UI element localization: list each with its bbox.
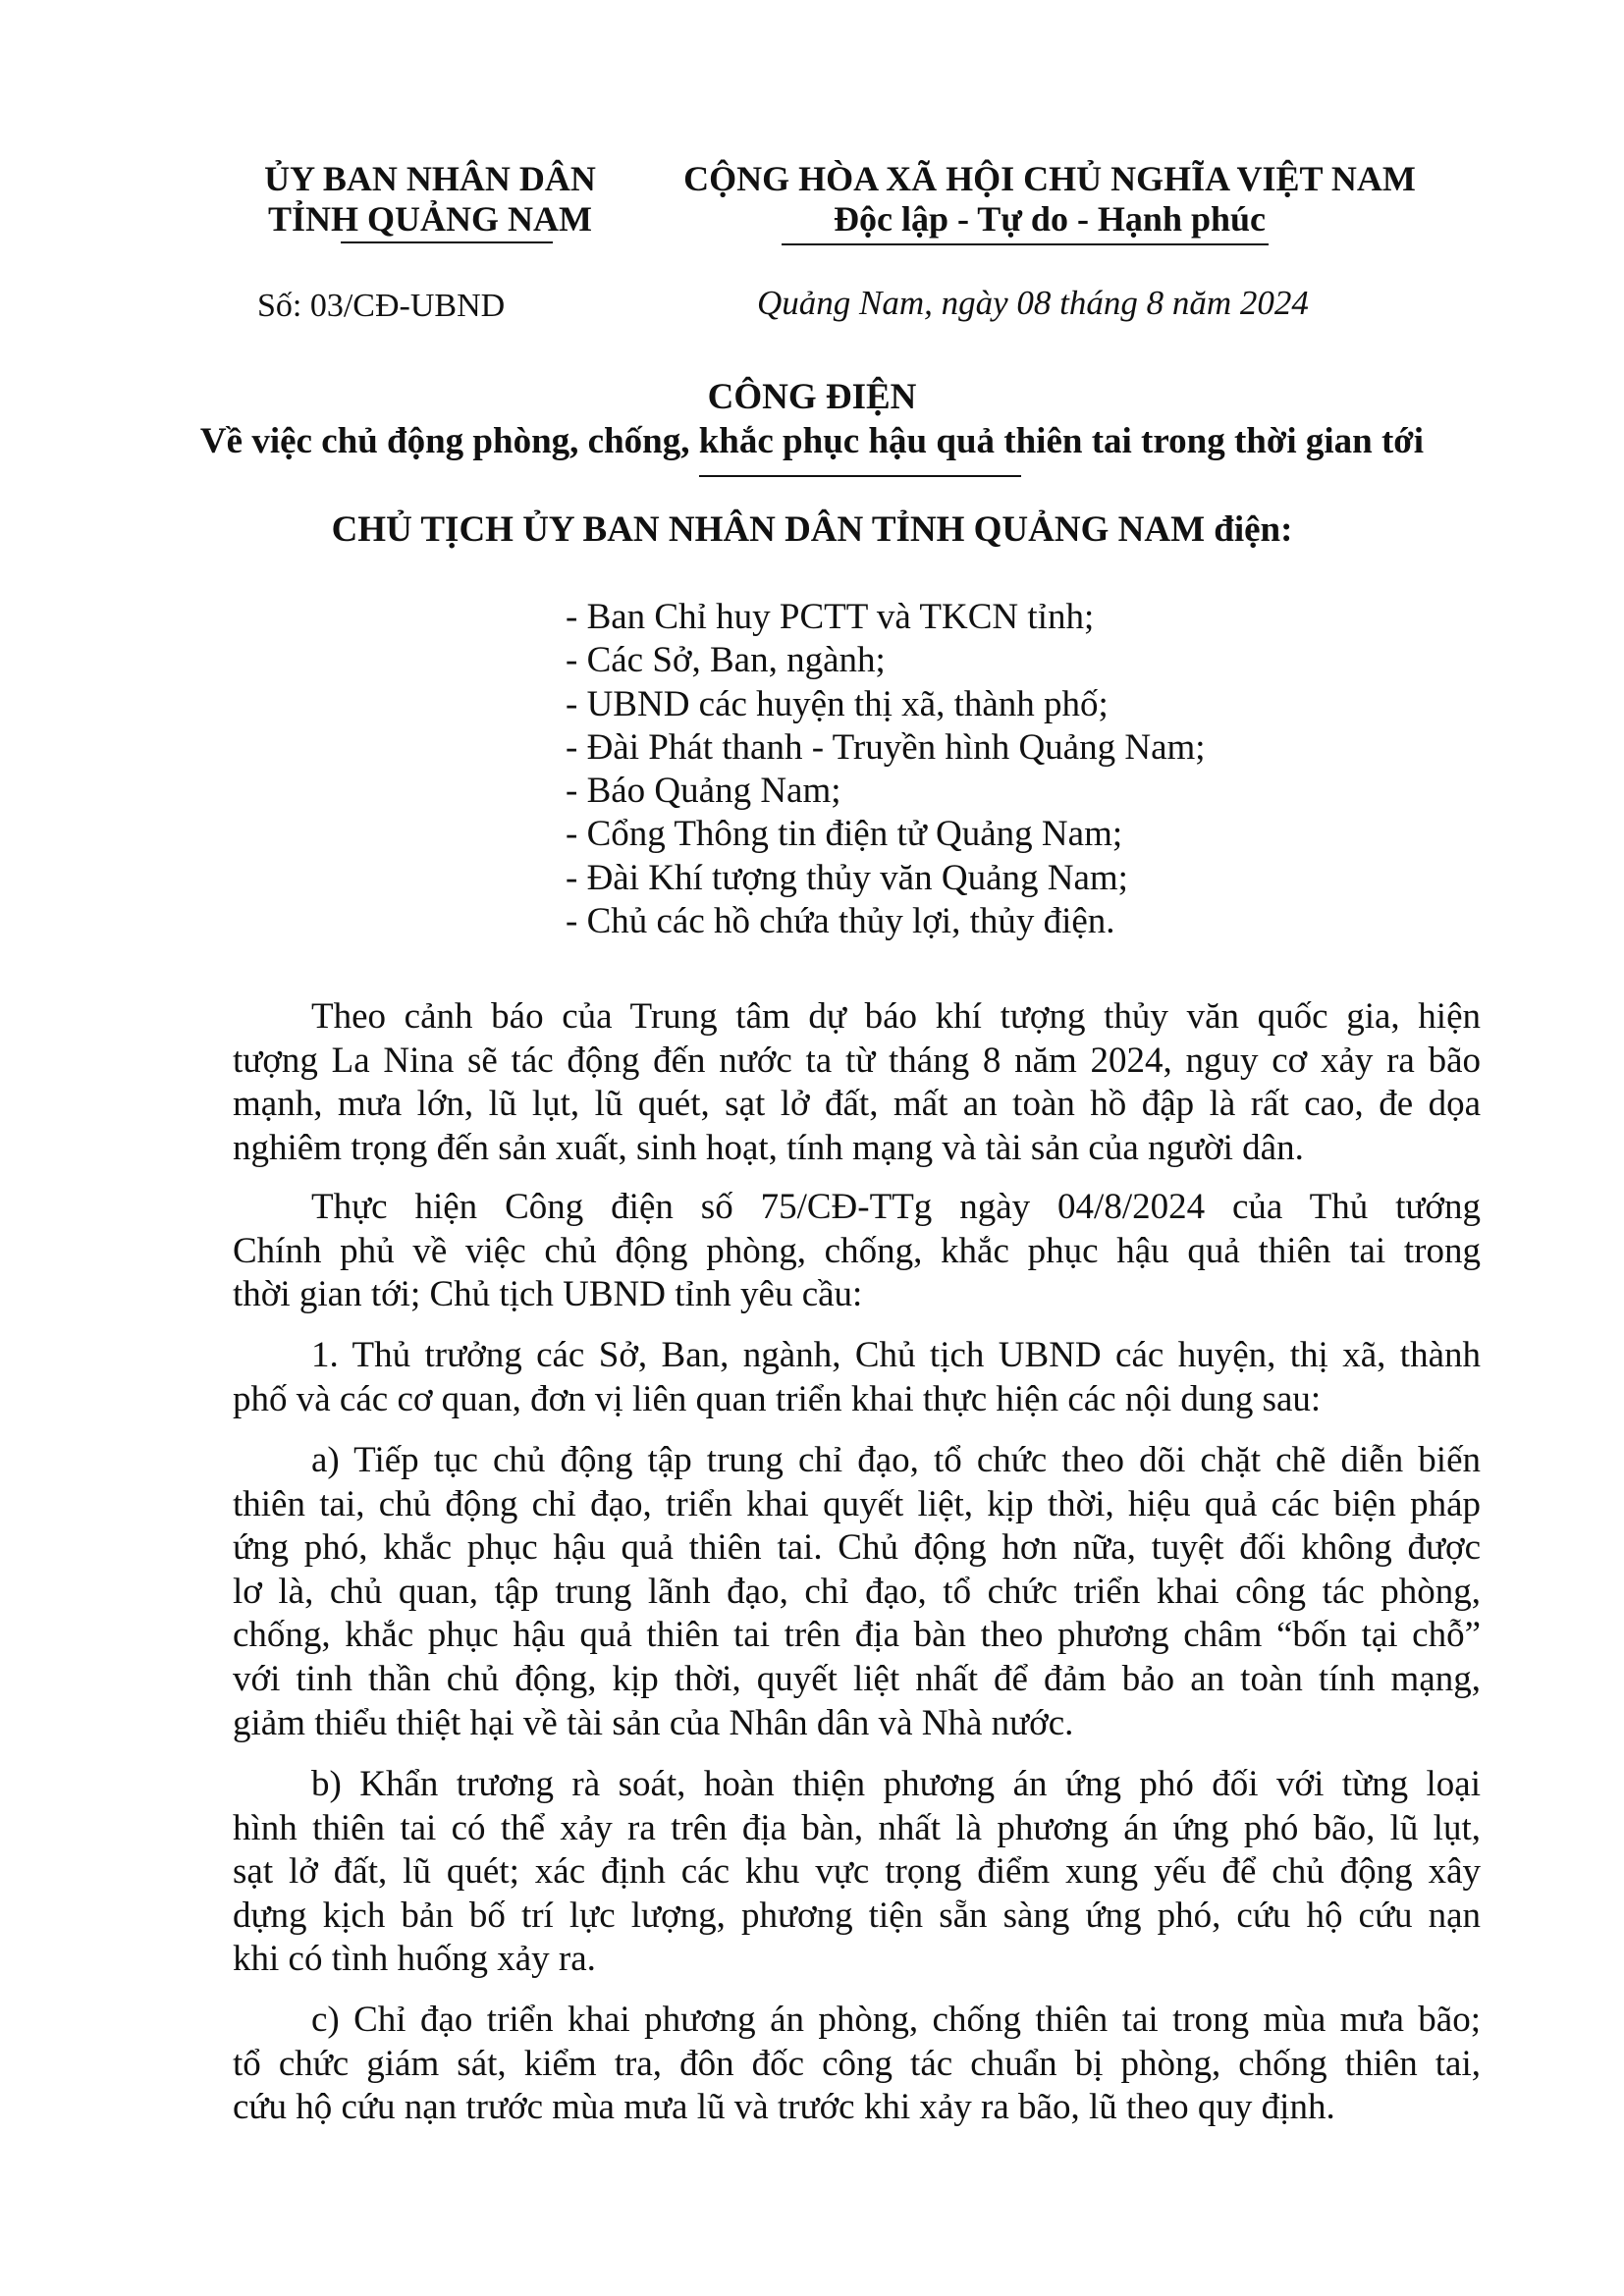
document-type: CÔNG ĐIỆN [707,377,917,417]
text-line: b) Khẩn trương rà soát, hoàn thiện phương án ứng phó đối với từng loại [311,1764,1481,1804]
text-line: phố và các cơ quan, đơn vị liên quan triển khai thực hiện các nội dung sau: [233,1378,1322,1419]
recipient-item: - Ban Chỉ huy PCTT và TKCN tỉnh; [566,597,1095,637]
recipient-item: - UBND các huyện thị xã, thành phố; [566,683,1109,724]
paragraph-item-b [233,1763,1481,1982]
text-line: mạnh, mưa lớn, lũ lụt, lũ quét, sạt lở đất, mất an toàn hồ đập là rất cao, đe dọa [233,1084,1481,1125]
text-line: dựng kịch bản bố trí lực lượng, phương tiện sẵn sàng ứng phó, cứu hộ cứu nạn [233,1895,1481,1936]
text-line: Thực hiện Công điện số 75/CĐ-TTg ngày 04/8/2024 của Thủ tướng [311,1187,1481,1227]
text-line: với tinh thần chủ động, kịp thời, quyết liệt nhất để đảm bảo an toàn tính mạng, [233,1658,1481,1699]
recipient-item: - Chủ các hồ chứa thủy lợi, thủy điện. [566,901,1115,942]
paragraph-item-1 [233,1334,1481,1421]
text-line: cứu hộ cứu nạn trước mùa mưa lũ và trước khi xảy ra bão, lũ theo quy định. [233,2087,1335,2128]
paragraph-forecast [233,995,1481,1170]
text-line: 1. Thủ trưởng các Sở, Ban, ngành, Chủ tịch UBND các huyện, thị xã, thành [311,1335,1481,1375]
agency-underline [341,241,553,243]
text-line: giảm thiểu thiệt hại về tài sản của Nhân dân và Nhà nước. [233,1702,1074,1743]
text-line: lơ là, chủ quan, tập trung lãnh đạo, chỉ đạo, tổ chức triển khai công tác phòng, [233,1571,1481,1612]
text-line: a) Tiếp tục chủ động tập trung chỉ đạo, tổ chức theo dõi chặt chẽ diễn biến [311,1440,1481,1480]
recipient-item: - Báo Quảng Nam; [566,771,841,812]
text-line: khi có tình huống xảy ra. [233,1939,596,1980]
paragraph-item-c [233,1999,1481,2130]
text-line: thời gian tới; Chủ tịch UBND tỉnh yêu cầu: [233,1274,863,1315]
paragraph-implementation [233,1186,1481,1317]
motto-underline [782,243,1269,245]
paragraph-item-a [233,1439,1481,1745]
subject-underline [699,475,1021,477]
text-line: tổ chức giám sát, kiểm tra, đôn đốc công tác chuẩn bị phòng, chống thiên tai, [233,2043,1481,2084]
place-and-date: Quảng Nam, ngày 08 tháng 8 năm 2024 [757,284,1309,322]
recipient-item: - Đài Khí tượng thủy văn Quảng Nam; [566,857,1128,898]
text-line: thiên tai, chủ động chỉ đạo, triển khai quyết liệt, kịp thời, hiệu quả các biện pháp [233,1483,1481,1524]
text-line: c) Chỉ đạo triển khai phương án phòng, chống thiên tai trong mùa mưa bão; [311,2000,1481,2040]
recipient-list [566,596,1206,943]
text-line: tượng La Nina sẽ tác động đến nước ta từ tháng 8 năm 2024, nguy cơ xảy ra bão [233,1040,1481,1081]
national-motto: Độc lập - Tự do - Hạnh phúc [833,199,1267,239]
recipient-item: - Đài Phát thanh - Truyền hình Quảng Nam; [566,726,1206,768]
sender-line: CHỦ TỊCH ỦY BAN NHÂN DÂN TỈNH QUẢNG NAM điện: [331,509,1293,550]
text-line: Theo cảnh báo của Trung tâm dự báo khí tượng thủy văn quốc gia, hiện [311,996,1481,1037]
recipient-item: - Các Sở, Ban, ngành; [566,640,886,681]
text-line: nghiêm trọng đến sản xuất, sinh hoạt, tính mạng và tài sản của người dân. [233,1127,1304,1168]
text-line: ứng phó, khắc phục hậu quả thiên tai. Chủ động hơn nữa, tuyệt đối không được [233,1527,1481,1569]
text-line: hình thiên tai có thể xảy ra trên địa bàn, nhất là phương án ứng phó bão, lũ lụt, [233,1807,1481,1848]
text-line: chống, khắc phục hậu quả thiên tai trên địa bàn theo phương châm “bốn tại chỗ” [233,1615,1481,1656]
document-number: Số: 03/CĐ-UBND [257,288,506,324]
text-line: sạt lở đất, lũ quét; xác định các khu vực trọng điểm xung yếu để chủ động xây [233,1851,1481,1893]
text-line: Chính phủ về việc chủ động phòng, chống, khắc phục hậu quả thiên tai trong [233,1230,1481,1271]
agency-name-line1: ỦY BAN NHÂN DÂN [264,159,596,198]
country-name: CỘNG HÒA XÃ HỘI CHỦ NGHĨA VIỆT NAM [683,159,1416,198]
recipient-item: - Cổng Thông tin điện tử Quảng Nam; [566,814,1123,855]
agency-name-line2: TỈNH QUẢNG NAM [268,199,592,239]
document-subject: Về việc chủ động phòng, chống, khắc phục hậu quả thiên tai trong thời gian tới [199,421,1425,461]
